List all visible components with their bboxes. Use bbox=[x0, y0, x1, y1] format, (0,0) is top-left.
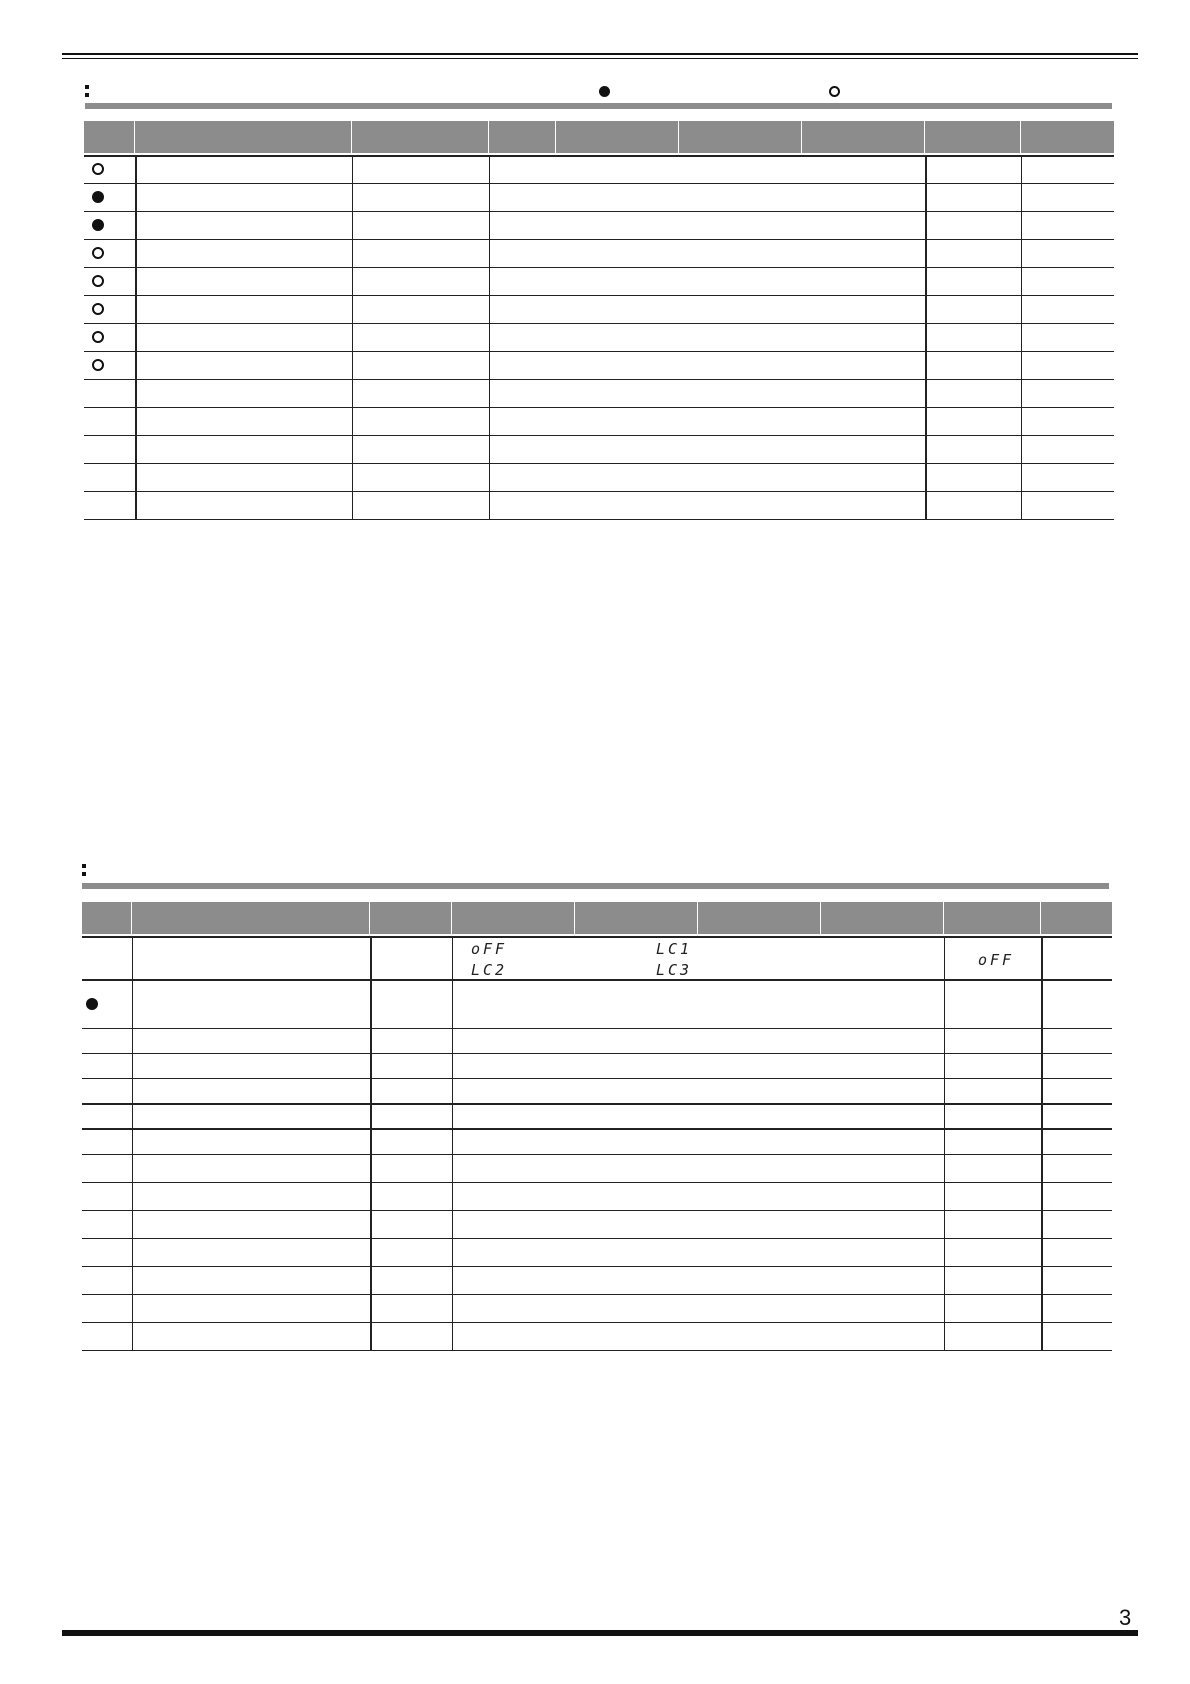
table-column-line bbox=[1021, 155, 1022, 519]
open-circle-icon bbox=[92, 275, 104, 287]
table-row-line bbox=[84, 323, 1114, 324]
setting-default-value: oFF bbox=[978, 951, 1015, 969]
table-row-line bbox=[84, 211, 1114, 212]
table-row-line bbox=[84, 407, 1114, 408]
section2-table-header bbox=[82, 902, 1112, 934]
table-row-line bbox=[84, 519, 1114, 520]
legend-filled-circle-icon bbox=[599, 86, 610, 97]
header-cell bbox=[82, 902, 132, 934]
header-cell bbox=[84, 121, 135, 153]
table-row-line bbox=[84, 435, 1114, 436]
table-row-line bbox=[82, 1078, 1112, 1079]
table-column-line bbox=[452, 936, 453, 1350]
header-cell bbox=[556, 121, 679, 153]
table-row-line bbox=[84, 267, 1114, 268]
table-row-line bbox=[82, 1322, 1112, 1323]
header-cell bbox=[370, 902, 452, 934]
table-row-line bbox=[84, 295, 1114, 296]
table-row-line bbox=[84, 379, 1114, 380]
header-cell bbox=[821, 902, 944, 934]
header-cell bbox=[944, 902, 1041, 934]
section2-colon bbox=[82, 864, 87, 880]
table-row-line bbox=[82, 936, 1112, 938]
table-column-line bbox=[1041, 936, 1043, 1350]
open-circle-icon bbox=[92, 163, 104, 175]
header-cell bbox=[1041, 902, 1112, 934]
header-cell bbox=[575, 902, 698, 934]
filled-circle-icon bbox=[92, 191, 104, 203]
table-row-line bbox=[82, 1294, 1112, 1295]
table-column-line bbox=[135, 155, 137, 519]
table-column-line bbox=[944, 936, 945, 1350]
table-row-line bbox=[82, 979, 1112, 981]
header-cell bbox=[1021, 121, 1114, 153]
section1-band bbox=[85, 103, 1112, 109]
table-row-line bbox=[84, 463, 1114, 464]
filled-circle-icon bbox=[92, 219, 104, 231]
legend-open-circle-icon bbox=[829, 86, 840, 97]
section1-table-header bbox=[84, 121, 1114, 153]
open-circle-icon bbox=[92, 303, 104, 315]
section2-band bbox=[82, 883, 1109, 889]
setting-option-lc3: LC3 bbox=[656, 961, 693, 979]
open-circle-icon bbox=[92, 331, 104, 343]
section1-table bbox=[84, 121, 1114, 521]
filled-circle-icon bbox=[86, 998, 98, 1010]
open-circle-icon bbox=[92, 247, 104, 259]
header-cell bbox=[489, 121, 556, 153]
table-row-line bbox=[82, 1182, 1112, 1183]
header-cell bbox=[698, 902, 821, 934]
table-row-line bbox=[82, 1103, 1112, 1105]
footer-rule bbox=[62, 1630, 1138, 1636]
table-row-line bbox=[82, 1238, 1112, 1239]
setting-option-off: oFF bbox=[471, 940, 508, 958]
header-cell bbox=[925, 121, 1021, 153]
section2-table bbox=[82, 902, 1112, 1382]
header-cell bbox=[679, 121, 802, 153]
header-cell bbox=[135, 121, 352, 153]
table-row-line bbox=[84, 239, 1114, 240]
table-row-line bbox=[84, 351, 1114, 352]
table-row-line bbox=[84, 183, 1114, 184]
header-rule-bottom bbox=[62, 58, 1138, 59]
setting-option-lc2: LC2 bbox=[471, 961, 508, 979]
header-cell bbox=[802, 121, 925, 153]
table-column-line bbox=[370, 936, 372, 1350]
table-column-line bbox=[489, 155, 490, 519]
table-row-line bbox=[82, 1028, 1112, 1029]
table-row-line bbox=[82, 1128, 1112, 1130]
header-cell bbox=[452, 902, 575, 934]
page-number: 3 bbox=[1119, 1605, 1132, 1630]
header-cell bbox=[352, 121, 489, 153]
table-row-line bbox=[82, 1053, 1112, 1054]
table-row-line bbox=[84, 491, 1114, 492]
table-row-line bbox=[82, 1350, 1112, 1351]
table-column-line bbox=[132, 936, 133, 1350]
open-circle-icon bbox=[92, 359, 104, 371]
header-rule-top bbox=[62, 53, 1138, 55]
table-row-line bbox=[82, 1210, 1112, 1211]
header-cell bbox=[132, 902, 370, 934]
table-column-line bbox=[925, 155, 927, 519]
table-row-line bbox=[84, 155, 1114, 157]
table-column-line bbox=[352, 155, 353, 519]
section1-colon bbox=[85, 85, 90, 101]
table-row-line bbox=[82, 1266, 1112, 1267]
table-row-line bbox=[82, 1154, 1112, 1155]
setting-option-lc1: LC1 bbox=[656, 940, 693, 958]
